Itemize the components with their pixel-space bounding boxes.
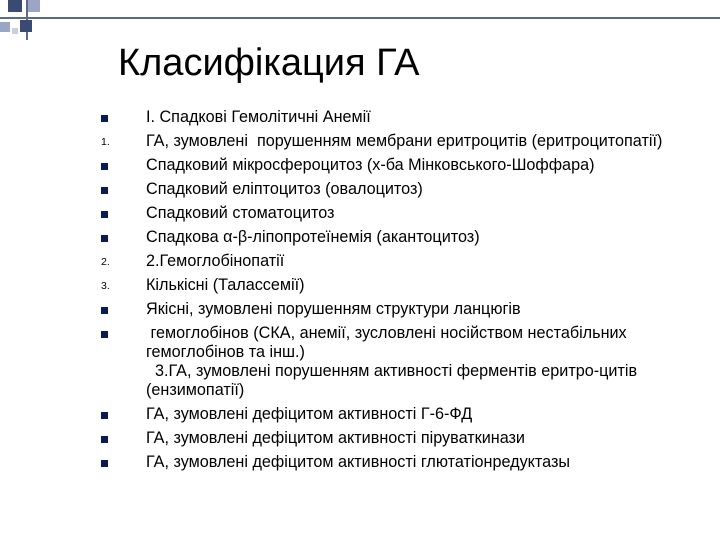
bullet-square-icon <box>99 405 119 424</box>
bullet-square-icon <box>99 324 119 343</box>
bullet-square-icon <box>99 429 119 448</box>
list-item-text: Спадковий еліптоцитоз (овалоцитоз) <box>146 180 423 198</box>
list-number: 3. <box>101 280 110 292</box>
list-item <box>0 276 720 295</box>
decor-square-4 <box>0 22 10 32</box>
decor-square-1 <box>8 0 22 12</box>
list-item-text: гемоглобінов (СКА, анемії, зусловлені носійством нестабільних гемоглобінов та інш.) 3.ГА, зумовлені порушенням активності ферментів еритро-цитів (ензимопатії) <box>146 324 638 399</box>
decor-horizontal-line <box>0 17 720 19</box>
list-item <box>0 429 720 448</box>
list-item <box>0 252 720 271</box>
bullet-square-icon <box>99 156 119 175</box>
bullet-square-icon <box>99 228 119 247</box>
list-item-text: Якісні, зумовлені порушенням структури ланцюгів <box>146 300 521 318</box>
list-item <box>0 180 720 199</box>
list-item <box>0 204 720 223</box>
decor-square-3 <box>20 20 32 32</box>
list-number: 2. <box>101 256 110 268</box>
list-item-text: Спадкова α-β-ліпопротеїнемія (акантоцитоз) <box>146 228 480 246</box>
bullet-square-icon <box>99 108 119 127</box>
list-item <box>0 228 720 247</box>
list-item <box>0 300 720 319</box>
header-decoration <box>0 0 720 40</box>
content-list <box>0 108 720 477</box>
list-item <box>0 405 720 424</box>
list-item-text: ГА, зумовлені дефіцитом активності Г-6-ФД <box>146 405 473 423</box>
list-item <box>0 108 720 127</box>
list-item-text: ГА, зумовлені дефіцитом активності піруваткинази <box>146 429 525 447</box>
list-item <box>0 132 720 151</box>
list-item-text: Спадковий стоматоцитоз <box>146 204 335 222</box>
list-item <box>0 324 720 400</box>
list-item-text: Кількісні (Талассемії) <box>146 276 305 294</box>
decor-square-2 <box>28 0 40 12</box>
bullet-square-icon <box>99 453 119 472</box>
list-item-text: ГА, зумовлені дефіцитом активності глютатіонредуктазы <box>146 453 571 471</box>
list-item-text: 2.Гемоглобінопатії <box>146 252 285 270</box>
list-item <box>0 453 720 472</box>
list-item <box>0 156 720 175</box>
list-item-text: ГА, зумовлені порушенням мембрани еритроцитів (еритроцитопатії) <box>146 132 663 150</box>
list-number: 1. <box>101 136 110 148</box>
decor-square-5 <box>12 28 18 34</box>
bullet-square-icon <box>99 180 119 199</box>
bullet-square-icon <box>99 300 119 319</box>
bullet-square-icon <box>99 204 119 223</box>
slide-title: Класифікация ГА <box>118 42 420 84</box>
list-item-text: Спадковий мікросфероцитоз (х-ба Мінковського-Шоффара) <box>146 156 595 174</box>
list-item-text: I. Спадкові Гемолітичні Анемії <box>146 108 371 126</box>
